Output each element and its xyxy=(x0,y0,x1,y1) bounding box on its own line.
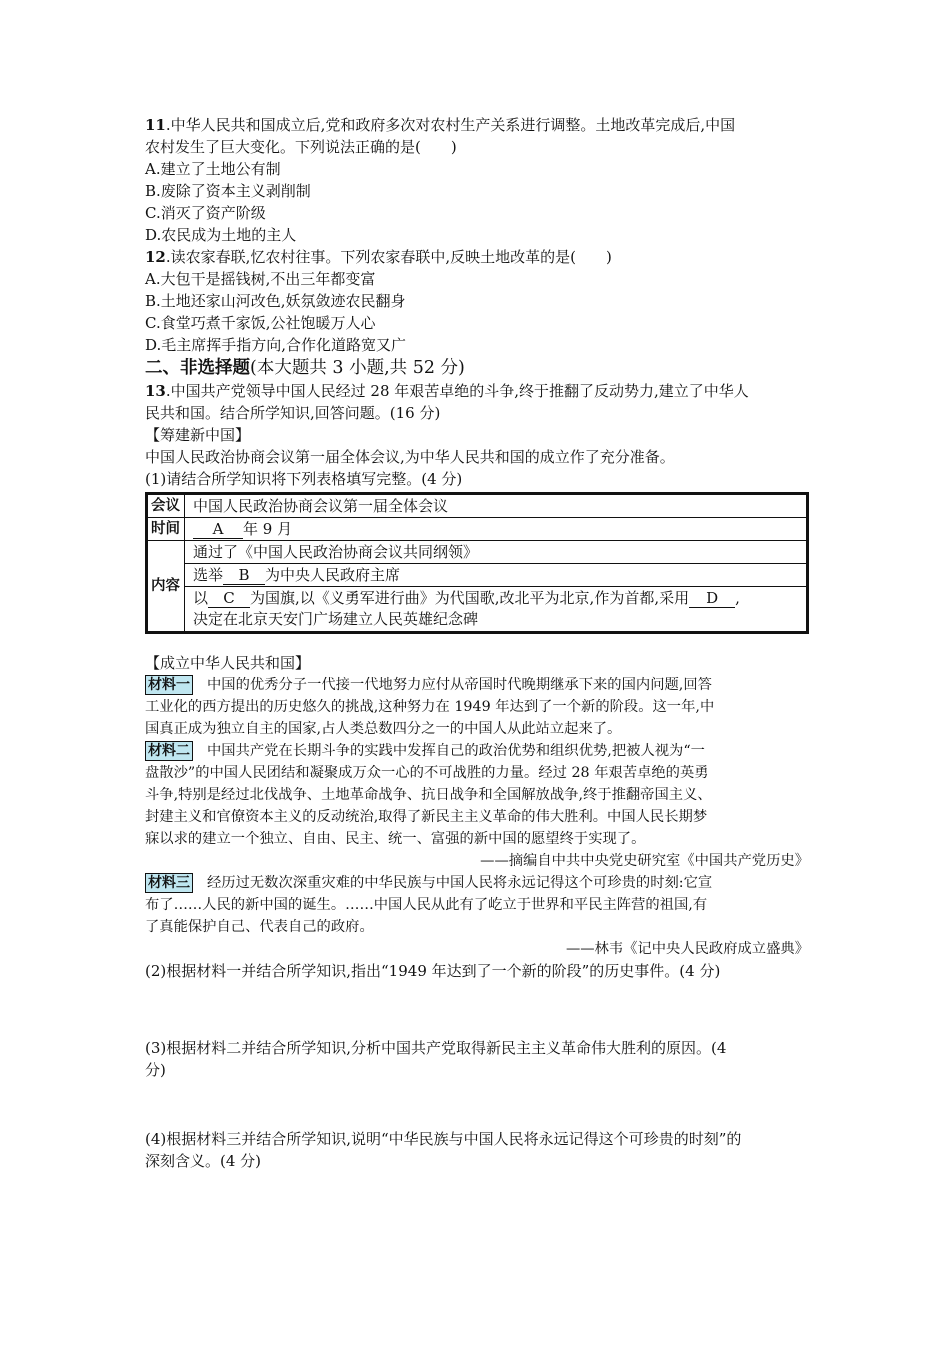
q12-stem xyxy=(145,246,809,268)
table-head-meeting: 会议 xyxy=(147,494,185,518)
material2-line4: 封建主义和官僚资本主义的反动统治,取得了新民主主义革命的伟大胜利。中国人民长期梦 xyxy=(145,809,708,825)
q11-number: 11 xyxy=(145,116,166,134)
table-head-content: 内容 xyxy=(147,541,185,633)
q11-option-c[interactable]: C.消灭了资产阶级 xyxy=(145,204,266,222)
q12-stem-text: .读农家春联,忆农村往事。下列农家春联中,反映土地改革的是( ) xyxy=(165,248,612,266)
table-row-content1 xyxy=(147,541,808,564)
blank-a[interactable]: A xyxy=(193,520,243,539)
q11-stem-line1 xyxy=(145,114,809,136)
time-suffix: 年 9 月 xyxy=(243,520,293,538)
material3-text1: 经历过无数次深重灾难的中华民族与中国人民将永远记得这个可珍贵的时刻:它宣 xyxy=(207,875,713,891)
conference-table xyxy=(145,492,809,634)
q13-stem-line1 xyxy=(145,380,809,402)
q13-sub3-line1: (3)根据材料二并结合所学知识,分析中国共产党取得新民主主义革命伟大胜利的原因。(4 xyxy=(145,1039,727,1057)
q11-option-b[interactable]: B.废除了资本主义剥削制 xyxy=(145,182,311,200)
material3-line2: 布了……人民的新中国的诞生。……中国人民从此有了屹立于世界和平民主阵营的祖国,有 xyxy=(145,897,708,913)
q13-sub2: (2)根据材料一并结合所学知识,指出“1949 年达到了一个新的阶段”的历史事件。(4 分) xyxy=(145,962,721,980)
q13-sub3-line2: 分) xyxy=(145,1061,166,1079)
q11-option-d[interactable]: D.农民成为土地的主人 xyxy=(145,226,297,244)
table-content-2 xyxy=(185,564,808,587)
blank-d[interactable]: D xyxy=(689,589,735,608)
table-value-time xyxy=(185,518,808,541)
q11-option-a[interactable]: A.建立了土地公有制 xyxy=(145,160,281,178)
material2-line5: 寐以求的建立一个独立、自由、民主、统一、富强的新中国的愿望终于实现了。 xyxy=(145,831,646,847)
q13-sub4-line1: (4)根据材料三并结合所学知识,说明“中华民族与中国人民将永远记得这个可珍贵的时刻”的 xyxy=(145,1130,742,1148)
section-title-main: 二、非选择题 xyxy=(145,358,250,378)
answer-space-3[interactable] xyxy=(145,1081,809,1128)
q11-stem-line2: 农村发生了巨大变化。下列说法正确的是( ) xyxy=(145,138,457,156)
material2-line1 xyxy=(145,740,809,762)
answer-space-2[interactable] xyxy=(145,982,809,1037)
material3-tag: 材料三 xyxy=(145,873,193,893)
content3-end: , xyxy=(735,589,740,607)
q12-option-a[interactable]: A.大包干是摇钱树,不出三年都变富 xyxy=(145,270,376,288)
material1-tag: 材料一 xyxy=(145,675,193,695)
q13-sub1: (1)请结合所学知识将下列表格填写完整。(4 分) xyxy=(145,470,463,488)
material3-line1 xyxy=(145,872,809,894)
q13-number: 13 xyxy=(145,382,166,400)
table-row-content3 xyxy=(147,587,808,633)
material3-line3: 了真能保护自己、代表自己的政府。 xyxy=(145,919,374,935)
section-title xyxy=(145,356,809,380)
material3-source: ——林韦《记中央人民政府成立盛典》 xyxy=(565,941,809,957)
q13-intro: 中国人民政治协商会议第一届全体会议,为中华人民共和国的成立作了充分准备。 xyxy=(145,448,675,466)
q13-heading-prep: 【筹建新中国】 xyxy=(145,426,251,444)
content3-mid: 为国旗,以《义勇军进行曲》为代国歌,改北平为北京,作为首都,采用 xyxy=(250,589,690,607)
q12-option-b[interactable]: B.土地还家山河改色,妖氛敛迹农民翻身 xyxy=(145,292,406,310)
content3-prefix: 以 xyxy=(193,589,209,607)
table-head-time: 时间 xyxy=(147,518,185,541)
table-row-content2 xyxy=(147,564,808,587)
blank-b[interactable]: B xyxy=(223,566,265,585)
material2-line2: 盘散沙”的中国人民团结和凝聚成万众一心的不可战胜的力量。经过 28 年艰苦卓绝的英勇 xyxy=(145,765,709,781)
table-content-1: 通过了《中国人民政治协商会议共同纲领》 xyxy=(185,541,808,564)
q13-stem-line2: 民共和国。结合所学知识,回答问题。(16 分) xyxy=(145,404,441,422)
material1-line3: 国真正成为独立自主的国家,占人类总数四分之一的中国人从此站立起来了。 xyxy=(145,721,622,737)
material1-text1: 中国的优秀分子一代接一代地努力应付从帝国时代晚期继承下来的国内问题,回答 xyxy=(207,677,712,693)
section-title-rest: (本大题共 3 小题,共 52 分) xyxy=(250,358,465,378)
q13-stem-text: .中国共产党领导中国人民经过 28 年艰苦卓绝的斗争,终于推翻了反动势力,建立了中华人 xyxy=(165,382,749,400)
q12-number: 12 xyxy=(145,248,166,266)
table-value-meeting: 中国人民政治协商会议第一届全体会议 xyxy=(185,494,808,518)
material1-line1 xyxy=(145,674,809,696)
table-row-meeting xyxy=(147,494,808,518)
content2-suffix: 为中央人民政府主席 xyxy=(265,566,401,584)
exam-page xyxy=(145,114,809,1172)
q11-stem-text: .中华人民共和国成立后,党和政府多次对农村生产关系进行调整。土地改革完成后,中国 xyxy=(165,116,736,134)
table-row-time xyxy=(147,518,808,541)
blank-c[interactable]: C xyxy=(208,589,250,608)
q13-sub4-line2: 深刻含义。(4 分) xyxy=(145,1152,262,1170)
q12-option-c[interactable]: C.食堂巧煮千家饭,公社饱暖万人心 xyxy=(145,314,376,332)
material2-line3: 斗争,特别是经过北伐战争、土地革命战争、抗日战争和全国解放战争,终于推翻帝国主义、 xyxy=(145,787,712,803)
content2-prefix: 选举 xyxy=(193,566,224,584)
material1-line2: 工业化的西方提出的历史悠久的挑战,这种努力在 1949 年达到了一个新的阶段。这一年,中 xyxy=(145,699,715,715)
q13-heading-founding: 【成立中华人民共和国】 xyxy=(145,654,311,672)
material2-text1: 中国共产党在长期斗争的实践中发挥自己的政治优势和组织优势,把被人视为“一 xyxy=(207,743,705,759)
material2-source: ——摘编自中共中央党史研究室《中国共产党历史》 xyxy=(480,853,809,869)
table-content-3 xyxy=(185,587,808,633)
material2-tag: 材料二 xyxy=(145,741,193,761)
content3-line2: 决定在北京天安门广场建立人民英雄纪念碑 xyxy=(193,610,479,628)
q12-option-d[interactable]: D.毛主席挥手指方向,合作化道路宽又广 xyxy=(145,336,407,354)
